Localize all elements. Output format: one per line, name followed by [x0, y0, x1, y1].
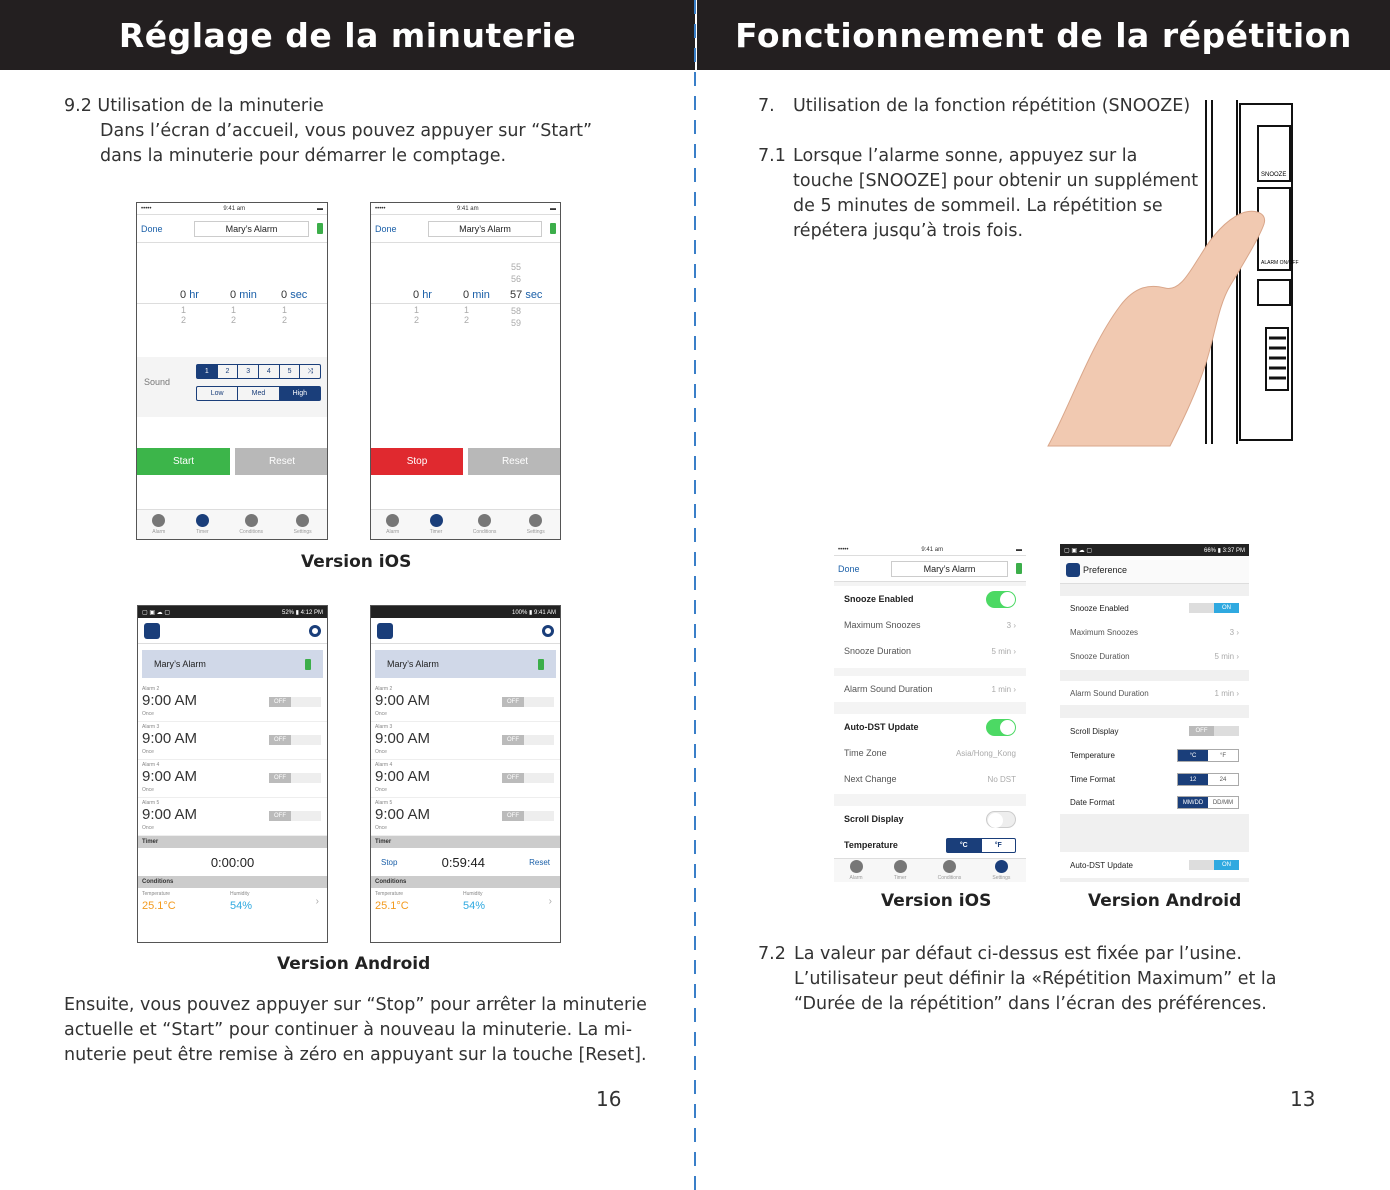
right-page-header [697, 0, 1390, 70]
chevron-right-icon: › [315, 896, 319, 907]
alarm-row[interactable]: Alarm 2 9:00 AM Once OFF [371, 684, 560, 722]
hour-picker[interactable]: 0 hr [413, 289, 432, 301]
snooze-enabled-row: Snooze Enabled [834, 586, 1026, 612]
page-number-left: 16 [596, 1087, 622, 1111]
snooze-enabled-toggle[interactable] [986, 591, 1016, 608]
scroll-display-toggle[interactable] [986, 811, 1016, 828]
intro-line-1: Dans l’écran d’accueil, vous pouvez appuyer sur “Start” [100, 121, 593, 141]
snooze-duration-row[interactable]: Snooze Duration 5 min › [1070, 651, 1239, 661]
gear-icon[interactable] [309, 625, 321, 637]
battery-icon [305, 659, 311, 670]
page-divider [694, 0, 696, 1190]
scroll-display-row: Scroll Display OFF [1060, 720, 1249, 742]
alarm-row[interactable]: Alarm 3 9:00 AM Once OFF [138, 722, 327, 760]
status-bar: ▢ ▣ ☁ ▢ 52% ▮ 4:12 PM [138, 606, 327, 618]
auto-dst-toggle[interactable]: ON [1189, 860, 1239, 870]
alarm-name-field[interactable]: Mary’s Alarm [428, 221, 542, 237]
alarm-toggle[interactable]: OFF [502, 697, 554, 707]
left-header-title: Réglage de la minuterie [118, 15, 577, 55]
battery-icon [317, 223, 323, 234]
alarm-row[interactable]: Alarm 5 9:00 AM Once OFF [371, 798, 560, 836]
timer-icon [894, 860, 907, 873]
item-7-text: Utilisation de la fonction répétition (SNOOZE) [793, 96, 1191, 116]
time-format-row: Time Format 12 24 [1060, 768, 1249, 790]
alarm-clock-icon [386, 514, 399, 527]
alarm-name-field[interactable]: Mary’s Alarm [891, 561, 1008, 577]
sound-selector[interactable]: 1 2 3 4 5 ⤨ [196, 364, 321, 379]
tab-alarm[interactable]: Alarm [152, 514, 165, 535]
reset-button[interactable]: Reset [529, 857, 550, 867]
status-bar: ••••• 9:41 am ▬ [137, 203, 327, 215]
alarm-toggle[interactable]: OFF [269, 735, 321, 745]
conditions-row[interactable]: Temperature 25.1°C Humidity 54% › [375, 891, 552, 912]
android-timer-screen-stopped [137, 605, 328, 943]
minute-picker[interactable]: 0 min [230, 289, 257, 301]
conditions-section-label: Conditions [138, 876, 327, 888]
item-7-number: 7. [758, 96, 775, 116]
tab-conditions[interactable]: Conditions [938, 860, 962, 881]
tab-settings[interactable]: Settings [992, 860, 1010, 881]
caption-ios-left: Version iOS [301, 552, 412, 572]
minute-picker[interactable]: 0 min [463, 289, 490, 301]
timer-section-label: Timer [138, 836, 327, 848]
status-bar: 100% ▮ 9:41 AM [371, 606, 560, 618]
battery-icon [550, 223, 556, 234]
tab-alarm[interactable]: Alarm [386, 514, 399, 535]
reset-button[interactable]: Reset [235, 448, 328, 475]
tab-timer[interactable]: Timer [894, 860, 907, 881]
section-title: 9.2 Utilisation de la minuterie [64, 96, 324, 116]
alarm-name-box[interactable]: Mary’s Alarm [142, 650, 323, 678]
intro-line-2: dans la minuterie pour démarrer le comptage. [100, 146, 507, 166]
right-header-title: Fonctionnement de la répétition [735, 15, 1352, 55]
gear-icon [296, 514, 309, 527]
timer-icon [430, 514, 443, 527]
temperature-value: 25.1°C [375, 900, 409, 912]
conditions-row[interactable]: Temperature 25.1°C Humidity 54% › [142, 891, 319, 912]
item-72-number: 7.2 [758, 944, 786, 964]
max-snoozes-row[interactable]: Maximum Snoozes 3 › [844, 620, 1016, 630]
time-zone-row[interactable]: Time Zone Asia/Hong_Kong [844, 748, 1016, 758]
timer-row [371, 848, 560, 876]
item-72-line-1: La valeur par défaut ci-dessus est fixée par l’usine. [794, 944, 1242, 964]
nav-bar [834, 556, 1026, 582]
ios-timer-screen-start: ••••• 9:41 am ▬ Done Mary’s Alarm 0 hr 0 min 0 sec 1 2 1 2 1 2 Sound 1 2 3 4 5 ⤨ Low Med High Start Reset Alarm Timer Conditions Settings [136, 202, 328, 540]
tab-bar [371, 509, 560, 539]
item-72-line-3: “Durée de la répétition” dans l’écran des préférences. [794, 994, 1267, 1014]
alarm-row[interactable]: Alarm 4 9:00 AM Once OFF [138, 760, 327, 798]
done-button[interactable]: Done [375, 223, 397, 234]
humidity-value: 54% [463, 900, 486, 912]
hour-picker[interactable]: 0 hr [180, 289, 199, 301]
snooze-illustration [1040, 96, 1300, 448]
app-icon [144, 623, 160, 639]
max-snoozes-row[interactable]: Maximum Snoozes 3 › [1070, 627, 1239, 637]
date-format-row: Date Format MM/DD DD/MM [1060, 791, 1249, 813]
alarm-row[interactable]: Alarm 4 9:00 AM Once OFF [371, 760, 560, 798]
chevron-right-icon: › [548, 896, 552, 907]
ios-timer-screen-running: ••••• 9:41 am ▬ Done Mary’s Alarm 55 56 0 hr 0 min 57 sec 1 2 1 2 58 59 Stop Reset Alarm Timer Conditions Settings [370, 202, 561, 540]
snooze-enabled-toggle[interactable]: ON [1189, 603, 1239, 613]
auto-dst-row: Auto-DST Update [834, 714, 1026, 740]
gear-icon [529, 514, 542, 527]
caption-android-right: Version Android [1088, 891, 1242, 911]
nav-bar [137, 215, 327, 243]
scroll-display-toggle[interactable]: OFF [1189, 726, 1239, 736]
sound-label: Sound [144, 377, 171, 387]
thermometer-icon [478, 514, 491, 527]
tab-conditions[interactable]: Conditions [239, 514, 263, 535]
alarm-toggle[interactable]: OFF [502, 735, 554, 745]
alarm-toggle[interactable]: OFF [269, 773, 321, 783]
humidity-value: 54% [230, 900, 253, 912]
alarm-toggle[interactable]: OFF [269, 811, 321, 821]
app-bar [138, 618, 327, 644]
alarm-toggle[interactable]: OFF [502, 773, 554, 783]
android-timer-screen-running [370, 605, 561, 943]
alarm-sound-duration-row[interactable]: Alarm Sound Duration 1 min › [844, 684, 1016, 694]
page-number-right: 13 [1290, 1087, 1316, 1111]
caption-ios-right: Version iOS [881, 891, 992, 911]
alarm-button-label: ALARM ON/OFF [1261, 260, 1299, 266]
item-72-line-2: L’utilisateur peut définir la «Répétition Maximum” et la [794, 969, 1277, 989]
android-preference-screen [1060, 544, 1249, 882]
tab-timer[interactable]: Timer [196, 514, 209, 535]
second-picker[interactable]: 57 sec [510, 289, 543, 301]
shuffle-icon: ⤨ [307, 368, 313, 375]
status-bar: ••••• 9:41 am ▬ [371, 203, 560, 215]
tab-alarm[interactable]: Alarm [850, 860, 863, 881]
left-page-header [0, 0, 695, 70]
alarm-toggle[interactable]: OFF [269, 697, 321, 707]
alarm-row[interactable]: Alarm 2 9:00 AM Once OFF [138, 684, 327, 722]
caption-android-left: Version Android [277, 954, 431, 974]
nav-bar [371, 215, 560, 243]
temperature-unit-selector[interactable]: °C °F [1177, 749, 1239, 762]
snooze-button-label: SNOOZE [1261, 172, 1287, 178]
back-app-icon[interactable] [1066, 563, 1080, 577]
timer-icon [196, 514, 209, 527]
tab-settings[interactable]: Settings [527, 514, 545, 535]
auto-dst-row: Auto-DST Update ON [1060, 852, 1249, 878]
done-button[interactable]: Done [838, 563, 860, 574]
alarm-row[interactable]: Alarm 5 9:00 AM Once OFF [138, 798, 327, 836]
tab-conditions[interactable]: Conditions [473, 514, 497, 535]
status-bar: ••••• 9:41 am ▬ [834, 544, 1026, 556]
snooze-duration-row[interactable]: Snooze Duration 5 min › [844, 646, 1016, 656]
stop-button[interactable]: Stop [371, 448, 463, 475]
status-bar: ▢ ▣ ☁ ▢ 66% ▮ 3:37 PM [1060, 544, 1249, 556]
tab-timer[interactable]: Timer [430, 514, 443, 535]
conditions-section-label: Conditions [371, 876, 560, 888]
temperature-row: Temperature °C °F [834, 832, 1026, 858]
thermometer-icon [943, 860, 956, 873]
alarm-name-box[interactable]: Mary’s Alarm [375, 650, 556, 678]
temperature-row: Temperature °C °F [1060, 744, 1249, 766]
gear-icon[interactable] [542, 625, 554, 637]
gear-icon [995, 860, 1008, 873]
date-format-selector[interactable]: MM/DD DD/MM [1177, 796, 1239, 809]
snooze-enabled-row: Snooze Enabled ON [1060, 596, 1249, 620]
tab-bar [137, 509, 327, 539]
alarm-clock-icon [152, 514, 165, 527]
body-line-2: actuelle et “Start” pour continuer à nouveau la minuterie. La mi- [64, 1020, 633, 1040]
body-line-1: Ensuite, vous pouvez appuyer sur “Stop” pour arrêter la minuterie [64, 995, 647, 1015]
item-71-line-3: de 5 minutes de sommeil. La répétition se [793, 196, 1163, 216]
thermometer-icon [245, 514, 258, 527]
battery-icon [538, 659, 544, 670]
time-format-selector[interactable]: 12 24 [1177, 773, 1239, 786]
alarm-sound-duration-row[interactable]: Alarm Sound Duration 1 min › [1070, 688, 1239, 698]
temperature-value: 25.1°C [142, 900, 176, 912]
finger-pressing-icon [1048, 211, 1265, 446]
app-bar [1060, 556, 1249, 584]
second-picker[interactable]: 0 sec [281, 289, 308, 301]
app-icon [377, 623, 393, 639]
battery-icon [1016, 563, 1022, 574]
alarm-row[interactable]: Alarm 3 9:00 AM Once OFF [371, 722, 560, 760]
body-line-3: nuterie peut être remise à zéro en appuyant sur la touche [Reset]. [64, 1045, 647, 1065]
tab-bar [834, 858, 1026, 882]
preference-title: Preference [1083, 564, 1128, 575]
tab-settings[interactable]: Settings [294, 514, 312, 535]
volume-selector[interactable]: Low Med High [196, 386, 321, 401]
timer-display: 0:59:44 [441, 854, 485, 870]
timer-display[interactable]: 0:00:00 [210, 854, 255, 870]
scroll-display-row: Scroll Display [834, 806, 1026, 832]
stop-button[interactable]: Stop [381, 857, 398, 867]
timer-section-label: Timer [371, 836, 560, 848]
done-button[interactable]: Done [141, 223, 163, 234]
item-71-line-1: Lorsque l’alarme sonne, appuyez sur la [793, 146, 1138, 166]
ios-preference-screen [834, 544, 1026, 882]
item-71-number: 7.1 [758, 146, 786, 166]
alarm-clock-icon [850, 860, 863, 873]
auto-dst-toggle[interactable] [986, 719, 1016, 736]
alarm-name-field[interactable]: Mary’s Alarm [194, 221, 309, 237]
item-71-line-2: touche [SNOOZE] pour obtenir un supplément [793, 171, 1199, 191]
reset-button[interactable]: Reset [468, 448, 561, 475]
next-change-row: Next Change No DST [844, 774, 1016, 784]
start-button[interactable]: Start [137, 448, 230, 475]
app-bar [371, 618, 560, 644]
temperature-unit-selector[interactable]: °C °F [946, 838, 1016, 853]
item-71-line-4: répétera jusqu’à trois fois. [793, 221, 1024, 241]
alarm-toggle[interactable]: OFF [502, 811, 554, 821]
